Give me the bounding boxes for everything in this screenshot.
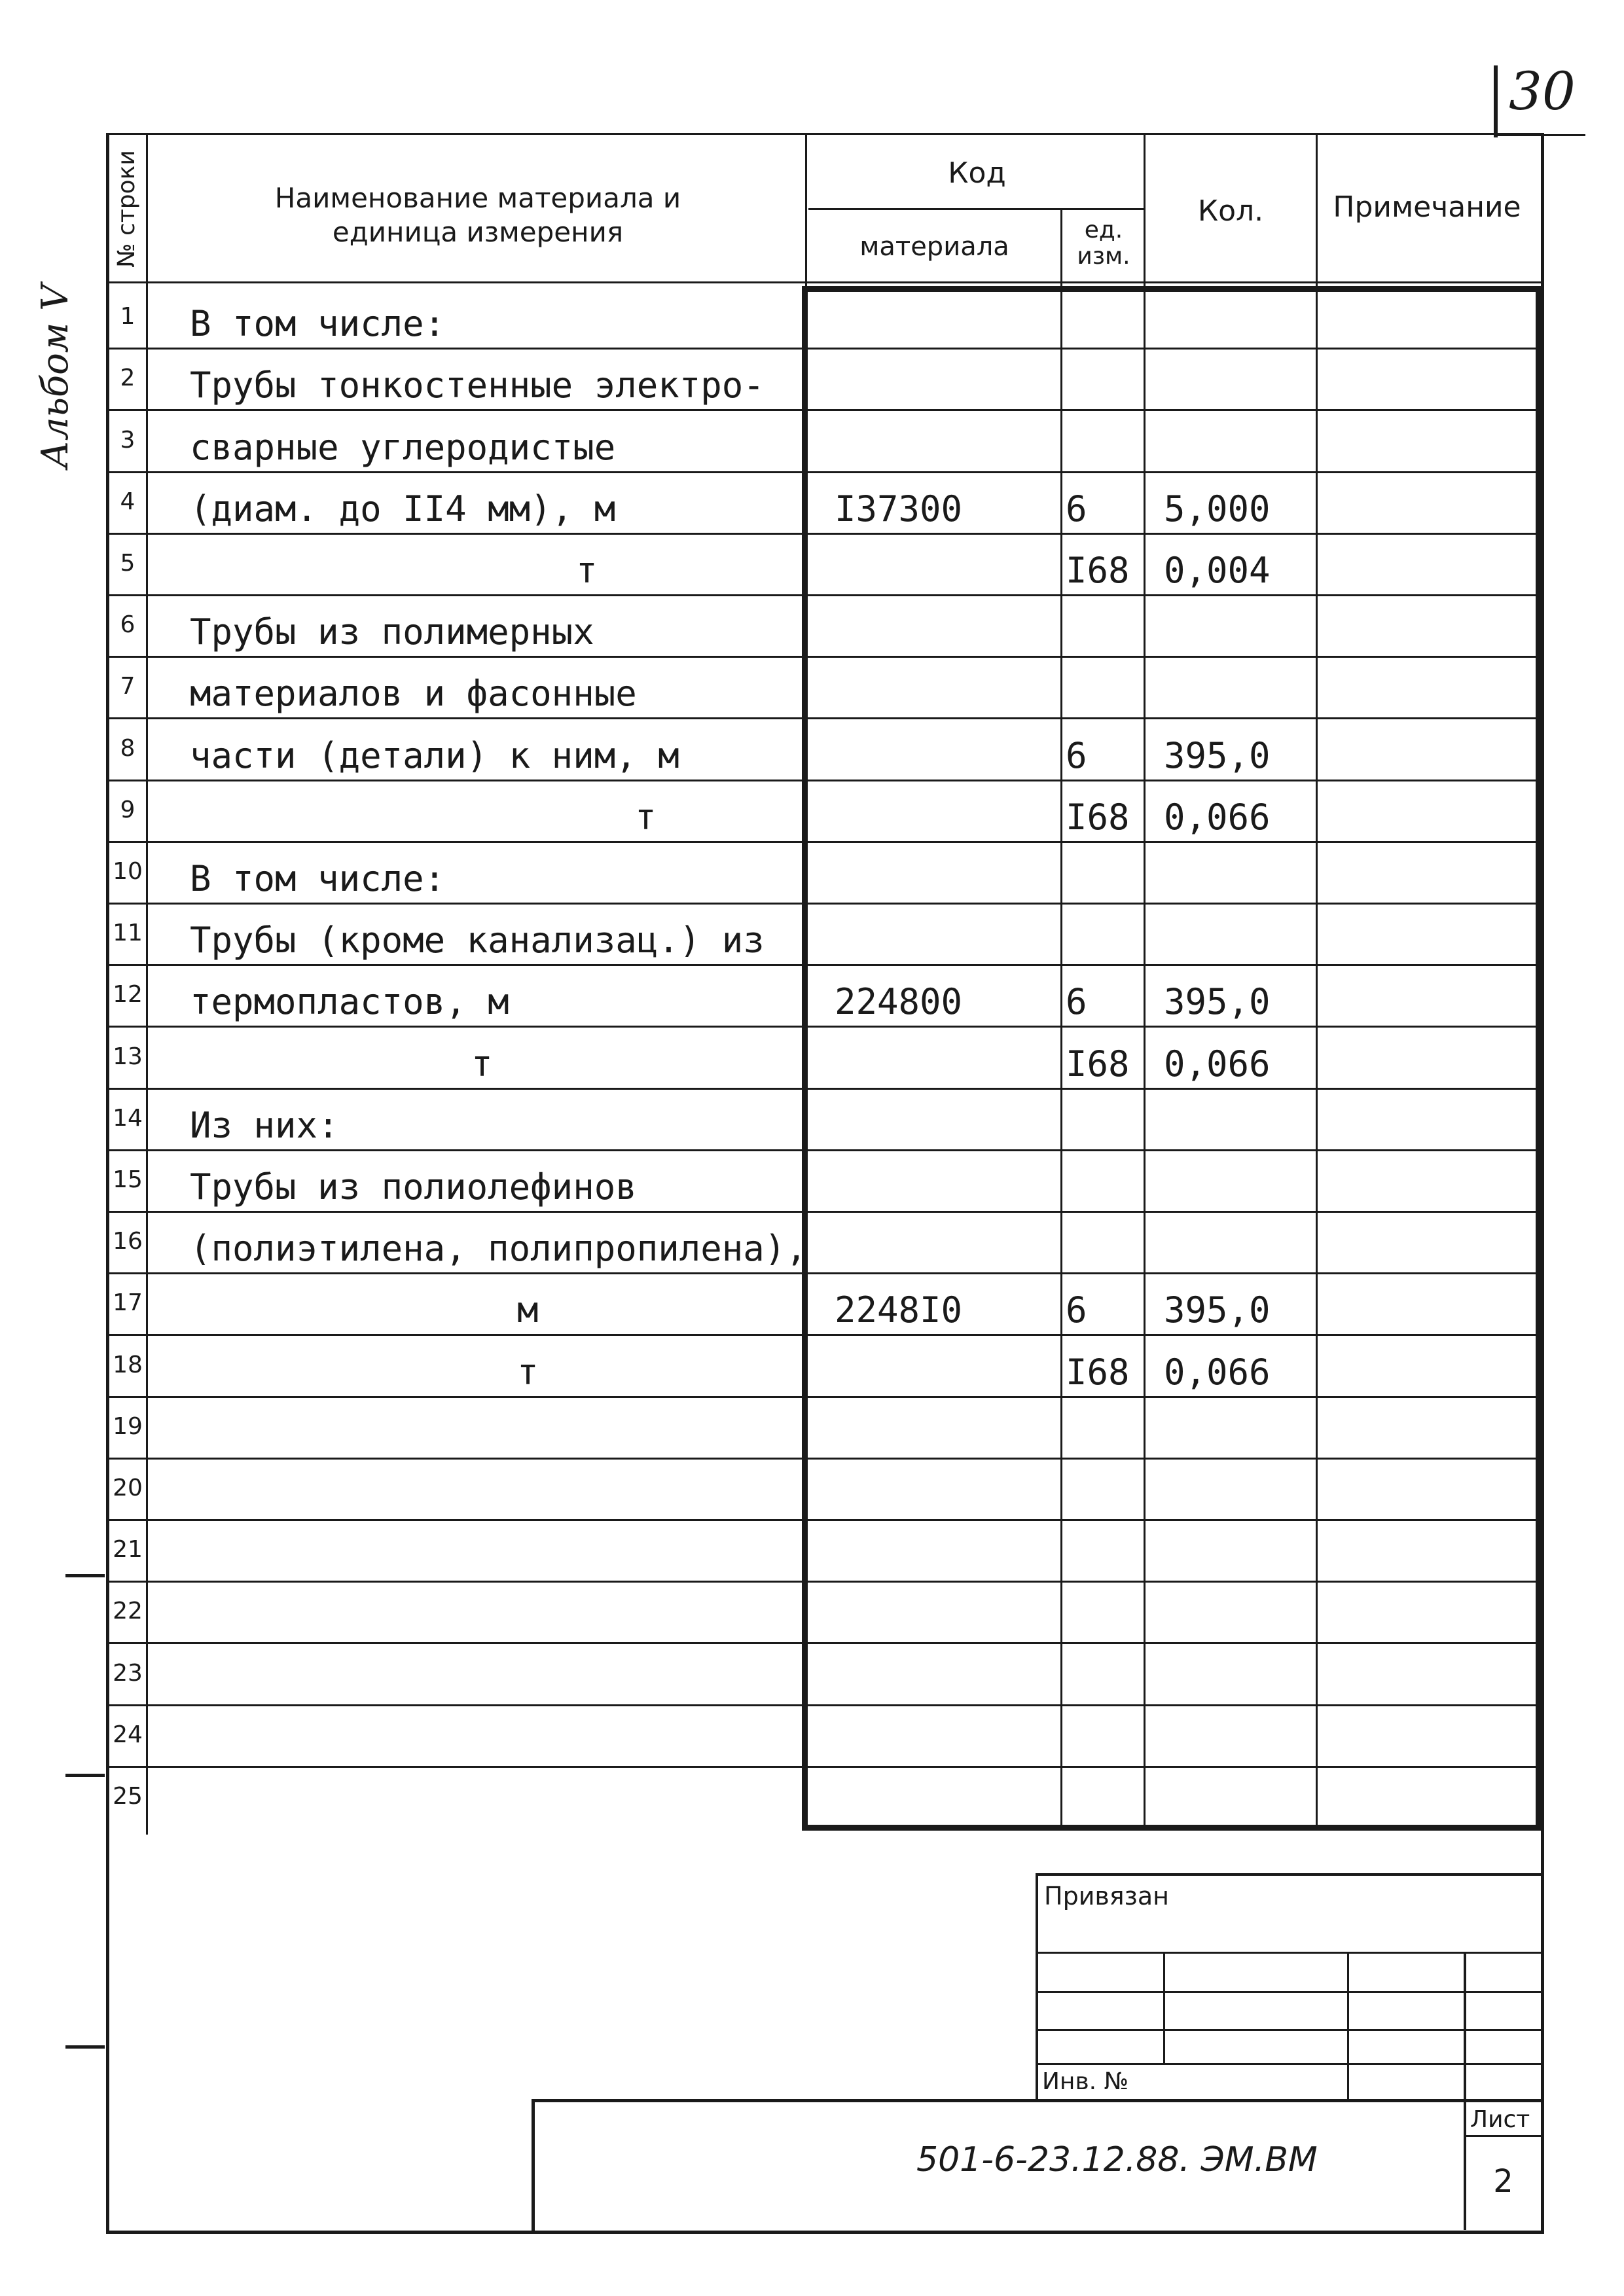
row-unit-code: I68	[1066, 1352, 1130, 1393]
data-block-right	[1536, 286, 1542, 1831]
row-separator	[108, 1396, 1538, 1398]
row-separator	[108, 1026, 1538, 1028]
row-number: 21	[113, 1536, 143, 1563]
row-quantity: 0,004	[1164, 550, 1271, 591]
row-number: 9	[120, 797, 135, 823]
row-material-name: (полиэтилена, полипропилена),	[190, 1228, 807, 1269]
row-separator	[108, 1581, 1538, 1583]
row-separator	[108, 1088, 1538, 1090]
stamp-main-top	[532, 2099, 1543, 2102]
header-qty: Кол.	[1197, 194, 1264, 228]
col-line-unit	[1060, 208, 1062, 1830]
album-margin-note: Альбом V	[34, 284, 77, 469]
stamp-line	[1036, 1991, 1543, 1993]
row-unit-code: I68	[1066, 1043, 1130, 1085]
row-material-name: Трубы из полимерных	[190, 611, 594, 653]
header-material: материала	[859, 232, 1009, 262]
row-material-name: сварные углеродистые	[190, 427, 616, 468]
row-material-name: т	[576, 550, 598, 591]
sheet-number: 2	[1493, 2163, 1513, 2200]
row-separator	[108, 594, 1538, 596]
row-separator	[108, 1211, 1538, 1213]
row-separator	[108, 1704, 1538, 1706]
row-material-name: т	[517, 1352, 539, 1393]
row-separator	[108, 1519, 1538, 1521]
table-bottom-border	[106, 2231, 1544, 2234]
row-separator	[108, 656, 1538, 658]
col-line-qty	[1144, 133, 1146, 1830]
row-quantity: 0,066	[1164, 1043, 1271, 1085]
row-material-name: м	[517, 1289, 539, 1331]
stamp-col	[1347, 1952, 1349, 2099]
row-number: 23	[113, 1660, 143, 1687]
header-row-number: № строки	[113, 150, 140, 268]
row-material-code: 2248I0	[835, 1289, 963, 1331]
row-number: 25	[113, 1783, 143, 1810]
row-separator	[108, 841, 1538, 843]
row-unit-code: 6	[1066, 488, 1087, 529]
row-material-name: т	[471, 1043, 493, 1085]
row-number: 19	[113, 1413, 143, 1440]
page-number-bar	[1494, 65, 1498, 137]
row-number: 5	[120, 550, 135, 577]
row-number: 15	[113, 1166, 143, 1193]
row-material-name: Из них:	[190, 1105, 339, 1146]
row-material-name: части (детали) к ним, м	[190, 735, 679, 776]
header-bottom	[106, 281, 1543, 283]
data-block-left	[802, 286, 808, 1831]
row-separator	[108, 348, 1538, 350]
row-material-name: материалов и фасонные	[190, 673, 637, 714]
row-separator	[108, 1766, 1538, 1768]
margin-tick	[65, 1574, 105, 1577]
header-name-line2: единица измерения	[332, 216, 624, 248]
row-material-name: В том числе:	[190, 303, 446, 344]
row-quantity: 0,066	[1164, 797, 1271, 838]
table-left-border	[106, 133, 109, 2234]
row-separator	[108, 533, 1538, 535]
col-line-note	[1316, 133, 1318, 1830]
sheet-split	[1464, 2135, 1543, 2137]
document-designation: 501-6-23.12.88. ЭМ.ВМ	[916, 2140, 1318, 2179]
row-separator	[108, 471, 1538, 473]
stamp-col	[1163, 1952, 1165, 2063]
row-unit-code: 6	[1066, 981, 1087, 1022]
row-number: 18	[113, 1352, 143, 1378]
row-unit-code: I68	[1066, 797, 1130, 838]
row-material-name: (диам. до II4 мм), м	[190, 488, 616, 529]
stamp-top	[1036, 1873, 1543, 1876]
row-separator	[108, 1458, 1538, 1460]
row-material-name: Трубы тонкостенные электро-	[190, 365, 765, 406]
header-note: Примечание	[1333, 190, 1521, 224]
row-unit-code: I68	[1066, 550, 1130, 591]
row-separator	[108, 964, 1538, 966]
row-material-code: 224800	[835, 981, 963, 1022]
row-number: 17	[113, 1289, 143, 1316]
row-quantity: 395,0	[1164, 981, 1271, 1022]
row-number: 14	[113, 1105, 143, 1132]
col-line-num	[146, 133, 148, 1835]
row-separator	[108, 1334, 1538, 1336]
row-quantity: 5,000	[1164, 488, 1271, 529]
header-unit-line1: ед.	[1084, 217, 1123, 243]
margin-tick	[65, 1774, 105, 1777]
data-block-bottom	[802, 1825, 1543, 1831]
row-separator	[108, 1149, 1538, 1151]
row-quantity: 395,0	[1164, 735, 1271, 776]
stamp-line	[1036, 1952, 1543, 1954]
row-number: 11	[113, 920, 143, 946]
row-quantity: 395,0	[1164, 1289, 1271, 1331]
stamp-line	[1036, 2029, 1543, 2031]
page-number: 30	[1509, 61, 1576, 122]
row-number: 13	[113, 1043, 143, 1070]
row-number: 2	[120, 365, 135, 391]
stamp-main-left	[532, 2099, 535, 2233]
row-separator	[108, 780, 1538, 781]
row-number: 8	[120, 735, 135, 762]
privyazan-label: Привязан	[1044, 1882, 1169, 1910]
row-separator	[108, 717, 1538, 719]
row-number: 4	[120, 488, 135, 515]
row-quantity: 0,066	[1164, 1352, 1271, 1393]
header-unit-line2: изм.	[1077, 243, 1130, 270]
row-number: 24	[113, 1721, 143, 1748]
header-code: Код	[948, 156, 1006, 190]
row-separator	[108, 903, 1538, 905]
row-separator	[108, 409, 1538, 411]
row-material-name: В том числе:	[190, 858, 446, 899]
header-name-line1: Наименование материала и	[274, 182, 681, 214]
row-number: 20	[113, 1475, 143, 1501]
row-material-name: Трубы (кроме канализац.) из	[190, 920, 765, 961]
row-material-code: I37300	[835, 488, 963, 529]
stamp-line	[1036, 2063, 1543, 2065]
table-top-border	[106, 133, 1543, 135]
row-unit-code: 6	[1066, 1289, 1087, 1331]
row-unit-code: 6	[1066, 735, 1087, 776]
row-number: 1	[120, 303, 135, 330]
margin-tick	[65, 2045, 105, 2049]
row-separator	[108, 1272, 1538, 1274]
col-line-name	[805, 133, 807, 290]
row-material-name: Трубы из полиолефинов	[190, 1166, 637, 1208]
row-number: 3	[120, 427, 135, 454]
row-number: 12	[113, 981, 143, 1008]
row-number: 16	[113, 1228, 143, 1255]
row-number: 22	[113, 1598, 143, 1624]
sheet-label: Лист	[1470, 2106, 1530, 2133]
stamp-left	[1036, 1873, 1038, 2102]
row-material-name: термопластов, м	[190, 981, 509, 1022]
data-block-top	[802, 286, 1543, 292]
row-number: 10	[113, 858, 143, 885]
row-separator	[108, 1642, 1538, 1644]
row-number: 6	[120, 611, 135, 638]
inv-no-label: Инв. №	[1042, 2068, 1129, 2095]
row-number: 7	[120, 673, 135, 700]
header-code-split	[808, 208, 1146, 210]
row-material-name: т	[635, 797, 657, 838]
